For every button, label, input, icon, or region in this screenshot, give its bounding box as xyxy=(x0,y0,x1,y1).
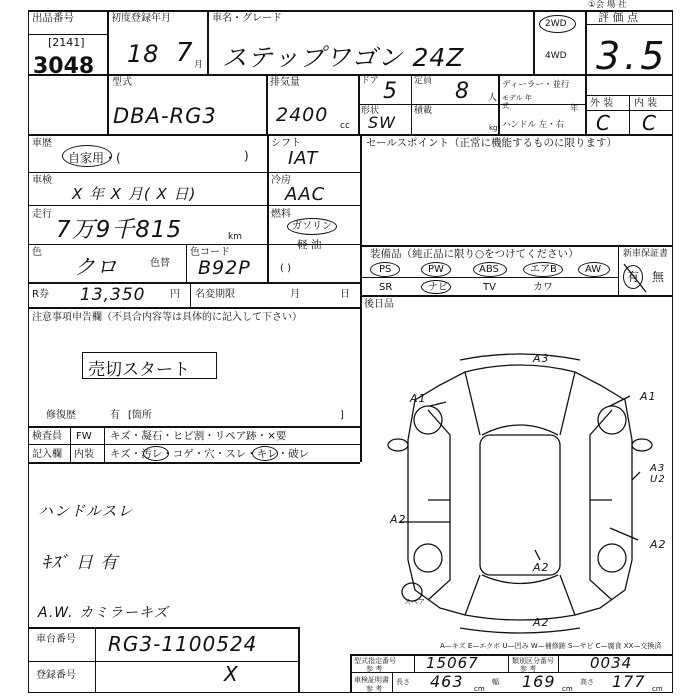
body-label: 形状 xyxy=(361,106,380,116)
history-label: 車歴 xyxy=(32,138,52,149)
new-warranty-label: 新車保証書 xyxy=(623,249,669,259)
exterior-label: 外 装 xyxy=(590,98,614,109)
equip-navi: ナビ xyxy=(428,282,448,293)
fuel-diesel: 軽 油 xyxy=(297,239,322,251)
history-value: 自家用・( xyxy=(68,151,121,165)
equip-aw: AW xyxy=(585,264,602,275)
model-label: 型式 xyxy=(112,77,132,88)
width-unit: cm xyxy=(562,685,573,693)
equipment-label: 装備品（純正品に限り○をつけてください） xyxy=(370,248,579,260)
lot-number: 3048 xyxy=(33,54,95,79)
class-no-ref: 参 考 xyxy=(520,665,537,673)
interior-value: C xyxy=(642,111,657,135)
model-year-label: モデル 年式 xyxy=(502,94,532,110)
damage-mark-front-left: A1 xyxy=(410,392,427,405)
damage-mark-front: A3 xyxy=(533,352,550,365)
color-value: クロ xyxy=(74,255,118,279)
inspector-label-2: 記入欄 xyxy=(32,449,62,460)
first-reg-month: 7 xyxy=(176,38,194,68)
repair-close: ] xyxy=(340,410,344,421)
equip-tv: TV xyxy=(483,282,496,293)
stain-circle xyxy=(143,446,169,461)
dims-ref: 参 考 xyxy=(366,685,383,693)
equip-pw: PW xyxy=(428,264,444,275)
equip-ps: PS xyxy=(379,264,392,275)
inspector-interior: 内装 xyxy=(74,449,94,460)
fuel-paren: ( ) xyxy=(280,263,291,274)
shift-label: シフト xyxy=(271,138,301,149)
displacement-label: 排気量 xyxy=(270,77,300,88)
lot-label: 出品番号 xyxy=(32,12,74,24)
notes-label: 注意事項申告欄（不具合内容等は具体的に記入して下さい） xyxy=(32,312,302,323)
length-unit: cm xyxy=(474,685,485,693)
repair-label: 修復歴 xyxy=(46,410,76,421)
inspector-note-3: A.W. カミラーキズ xyxy=(38,605,169,621)
dims-label: 車検証明書 xyxy=(354,676,389,684)
type-no-ref: 参 考 xyxy=(366,665,383,673)
sales-point-label: セールスポイント（正常に機能するものに限ります） xyxy=(366,137,618,149)
handle-label: ハンドル 左・右 xyxy=(502,120,565,130)
width-value: 169 xyxy=(522,672,556,691)
damage-mark-rear: A2 xyxy=(533,616,550,629)
damage-mark-right-rear: A2 xyxy=(650,538,667,551)
inspection-label: 車検 xyxy=(32,175,52,186)
class-no-label: 類別区分番号 xyxy=(512,657,554,665)
reg-label: 登録番号 xyxy=(36,670,76,681)
cooler-label: 冷房 xyxy=(271,175,291,186)
car-name-label: 車名・グレード xyxy=(212,13,282,24)
damage-mark-right-side: A3 U2 xyxy=(650,463,666,485)
chassis-value: RG3-1100524 xyxy=(108,632,258,656)
yen-unit: 円 xyxy=(170,289,180,300)
inspection-value: X 年 X 月( X 日) xyxy=(72,185,197,203)
inspector-label-1: 検査員 xyxy=(32,431,62,442)
damage-legend: A—キズ E—エクボ U—凹み W—補修跡 S—サビ C—腐食 XX—交換済 xyxy=(440,642,662,650)
cooler-value: AAC xyxy=(285,184,326,205)
month-unit: 月 xyxy=(194,60,204,70)
fuel-label: 燃料 xyxy=(271,209,291,220)
inspector-fw-items: キズ・凝石・ヒビ割・リペア跡・×要 xyxy=(110,430,287,442)
height-value: 177 xyxy=(612,672,646,691)
car-name: ステップワゴン 24Z xyxy=(222,43,465,72)
scuff-circle xyxy=(252,446,278,461)
displacement-value: 2400 xyxy=(276,104,329,126)
shift-value: IAT xyxy=(288,148,319,169)
equip-abs: ABS xyxy=(479,264,499,275)
chassis-label: 車台番号 xyxy=(36,634,76,645)
color-code-value: B92P xyxy=(198,257,251,279)
repair-place: [箇所 xyxy=(128,410,152,421)
repair-yes: 有 xyxy=(110,410,120,421)
notes-value: 売切スタート xyxy=(88,360,190,380)
doors-value: 5 xyxy=(383,79,398,104)
inspector-note-2: ｷｽﾞ 日 有 xyxy=(42,553,119,573)
inspector-fw: FW xyxy=(76,431,92,442)
length-label: 長さ xyxy=(396,678,410,686)
interior-label: 内 装 xyxy=(634,98,658,109)
damage-mark-rear-center: A2 xyxy=(533,561,550,574)
inspector-int-items: キズ・汚レ・コゲ・穴・スレ・キレ・破レ xyxy=(110,448,310,460)
dealer-label: ディーラー・並行 xyxy=(502,80,570,90)
body-value: SW xyxy=(368,113,396,132)
recycle-label: R券 xyxy=(32,289,49,300)
deadline-label: 名変期限 xyxy=(195,289,235,300)
warranty-yes: 有 xyxy=(627,270,640,284)
car-damage-diagram xyxy=(370,340,670,640)
recycle-value: 13,350 xyxy=(80,285,146,305)
type-no-value: 15067 xyxy=(426,654,479,672)
grade-value: 3.5 xyxy=(596,34,669,78)
exterior-value: C xyxy=(596,111,611,135)
deadline-month: 月 xyxy=(290,289,300,300)
top-right-text: ①会 場 社 xyxy=(588,0,627,10)
color-label: 色 xyxy=(32,247,42,258)
capacity-value: 8 xyxy=(455,79,470,104)
equip-leather: カワ xyxy=(533,282,553,293)
warranty-no: 無 xyxy=(652,270,665,284)
color-code-label: 色コード xyxy=(190,247,230,258)
history-close: ) xyxy=(244,149,249,163)
drive-2wd: 2WD xyxy=(545,19,567,29)
damage-mark-front-right: A1 xyxy=(640,390,657,403)
height-unit: cm xyxy=(652,685,663,693)
model-value: DBA-RG3 xyxy=(113,104,217,128)
height-label: 高さ xyxy=(580,678,594,686)
drive-4wd: 4WD xyxy=(545,51,567,61)
lot-sub: [2141] xyxy=(48,36,85,49)
equip-sr: SR xyxy=(379,282,393,293)
first-reg-label: 初度登録年月 xyxy=(111,13,171,24)
km-unit: km xyxy=(228,232,242,242)
equip-airbag: エアB xyxy=(530,264,557,275)
kg-unit: kg xyxy=(489,124,498,132)
after-items-label: 後日品 xyxy=(364,299,394,310)
inspector-note-1: ハンドルスレ xyxy=(38,502,134,520)
deadline-day: 日 xyxy=(340,289,350,300)
color-change-label: 色替 xyxy=(150,258,170,269)
mileage-label: 走行 xyxy=(32,209,52,220)
type-no-label: 型式指定番号 xyxy=(354,657,396,665)
cc-unit: cc xyxy=(340,121,350,131)
mileage-value: 7万9千815 xyxy=(56,217,183,243)
year-unit: 年 xyxy=(570,104,579,114)
length-value: 463 xyxy=(430,672,464,691)
reg-value: X xyxy=(224,662,239,686)
spare-label: スペア xyxy=(404,598,425,606)
warranty-strike-mark xyxy=(620,262,650,294)
class-no-value: 0034 xyxy=(590,654,633,672)
grade-label: 評 価 点 xyxy=(598,11,638,24)
damage-mark-left-side: A2 xyxy=(390,513,407,526)
first-reg-year: 18 xyxy=(127,40,160,68)
person-unit: 人 xyxy=(488,93,498,103)
capacity-label: 定員 xyxy=(414,76,433,86)
fuel-gas: ガソリン xyxy=(292,221,332,232)
doors-label: ドア xyxy=(361,76,379,86)
load-label: 積載 xyxy=(414,106,433,116)
width-label: 幅 xyxy=(492,678,499,686)
